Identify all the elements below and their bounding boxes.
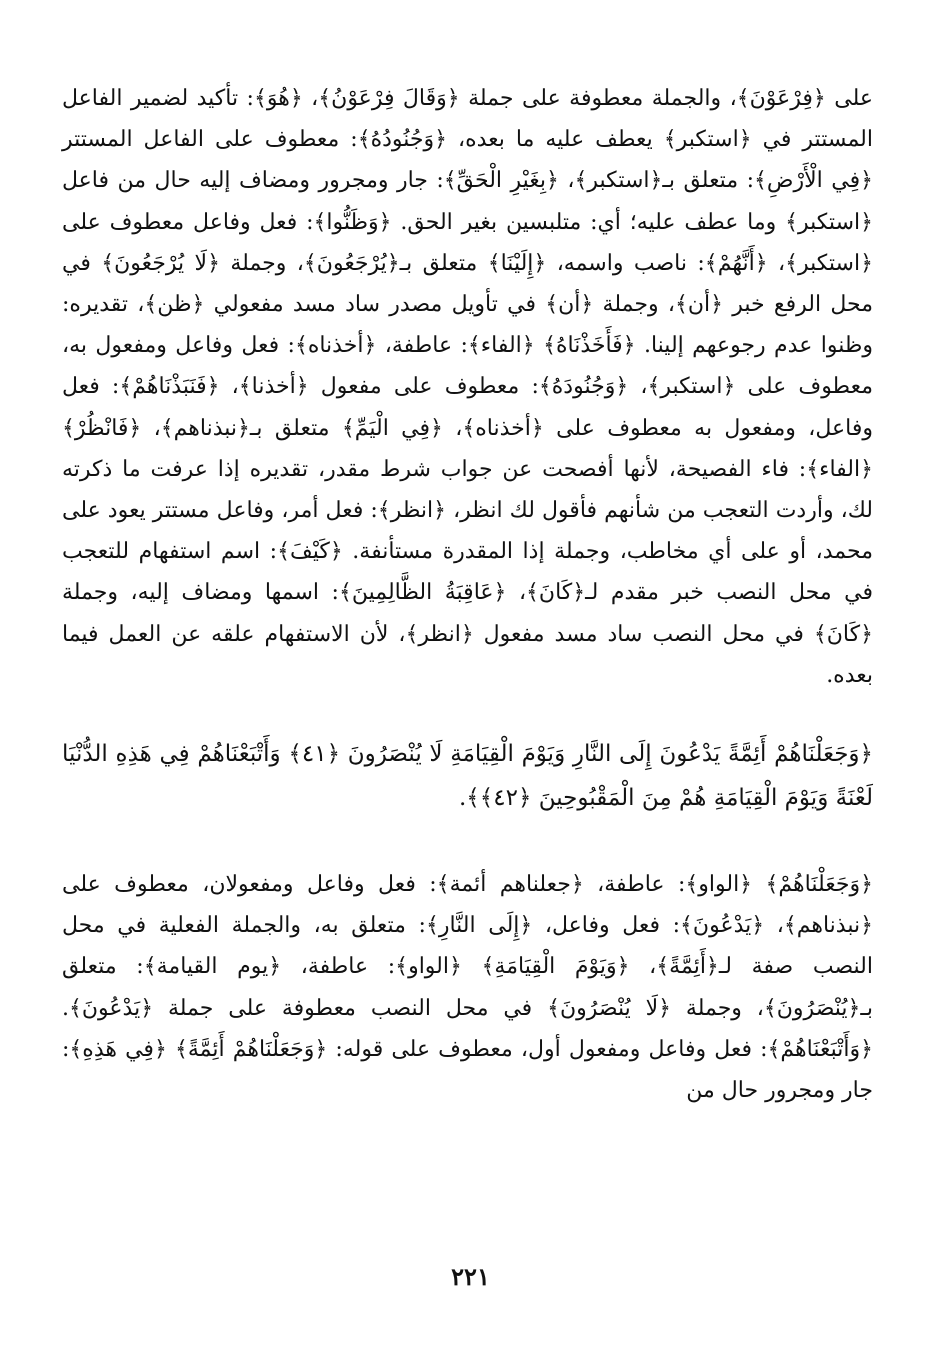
body-paragraph-after-verse: ﴿وَجَعَلْنَاهُمْ﴾ ﴿الواو﴾: عاطفة، ﴿جعلناهم أئمة﴾: فعل وفاعل ومفعولان، معطوف على ﴿نبذناهم﴾، ﴿يَدْعُونَ﴾: فعل وفاعل، ﴿إِلَى النَّارِ﴾: متعلق به، والجملة الفعلية في محل النصب صفة لـ﴿أَئِمَّةً﴾، ﴿وَيَوْمَ الْقِيَامَةِ﴾ ﴿الواو﴾: عاطفة، ﴿يوم القيامة﴾: متعلق بـ﴿يُنْصَرُونَ﴾، وجملة ﴿لَا يُنْصَرُونَ﴾ في محل النصب معطوفة على جملة ﴿يَدْعُونَ﴾. ﴿وَأَتْبَعْنَاهُمْ﴾: فعل وفاعل ومفعول أول، معطوف على قوله: ﴿وَجَعَلْنَاهُمْ أَئِمَّةً﴾ ﴿فِي هَذِهِ﴾: جار ومجرور حال من — [62, 872, 873, 1104]
page-number: ٢٢١ — [451, 1262, 490, 1291]
quran-verse: ﴿وَجَعَلْنَاهُمْ أَئِمَّةً يَدْعُونَ إِلَى النَّارِ وَيَوْمَ الْقِيَامَةِ لَا يُنْصَرُونَ ﴿٤١﴾ وَأَتْبَعْنَاهُمْ فِي هَذِهِ الدُّنْيَا لَعْنَةً وَيَوْمَ الْقِيَامَةِ هُمْ مِنَ الْمَقْبُوحِينَ ﴿٤٢﴾﴾. — [62, 741, 874, 812]
body-paragraph: على ﴿فِرْعَوْنَ﴾، والجملة معطوفة على جملة ﴿وَقَالَ فِرْعَوْنُ﴾، ﴿هُوَ﴾: تأكيد لضمير الفاعل المستتر في ﴿استكبر﴾ يعطف عليه ما بعده، ﴿وَجُنُودُهُ﴾: معطوف على الفاعل المستتر ﴿فِي الْأَرْضِ﴾: متعلق بـ﴿استكبر﴾، ﴿بِغَيْرِ الْحَقِّ﴾: جار ومجرور ومضاف إليه حال من فاعل ﴿استكبر﴾ وما عطف عليه؛ أي: متلبسين بغير الحق. ﴿وَظَنُّوا﴾: فعل وفاعل معطوف على ﴿استكبر﴾، ﴿أَنَّهُمْ﴾: ناصب واسمه، ﴿إِلَيْنَا﴾ متعلق بـ﴿يُرْجَعُونَ﴾، وجملة ﴿لَا يُرْجَعُونَ﴾ في محل الرفع خبر ﴿أن﴾، وجملة ﴿أن﴾ في تأويل مصدر ساد مسد مفعولي ﴿ظن﴾، تقديره: وظنوا عدم رجوعهم إلينا. ﴿فَأَخَذْنَاهُ﴾ ﴿الفاء﴾: عاطفة، ﴿أخذناه﴾: فعل وفاعل ومفعول به، معطوف على ﴿استكبر﴾، ﴿وَجُنُودَهُ﴾: معطوف على مفعول ﴿أخذنا﴾، ﴿فَنَبَذْنَاهُمْ﴾: فعل وفاعل، ومفعول به معطوف على ﴿أخذناه﴾، ﴿فِي الْيَمِّ﴾ متعلق بـ﴿نبذناهم﴾، ﴿فَانْظُرْ﴾ ﴿الفاء﴾: فاء الفصيحة، لأنها أفصحت عن جواب شرط مقدر، تقديره إذا عرفت ما ذكرته لك، وأردت التعجب من شأنهم فأقول لك انظر، ﴿انظر﴾: فعل أمر، وفاعل مستتر يعود على محمد، أو على أي مخاطب، وجملة إذا المقدرة مستأنفة. ﴿كَيْفَ﴾: اسم استفهام للتعجب في محل النصب خبر مقدم لـ﴿كَانَ﴾، ﴿عَاقِبَةُ الظَّالِمِينَ﴾: اسمها ومضاف إليه، وجملة ﴿كَانَ﴾ في محل النصب ساد مسد مفعول ﴿انظر﴾، لأن الاستفهام علقه عن العمل فيما بعده. — [62, 86, 873, 688]
